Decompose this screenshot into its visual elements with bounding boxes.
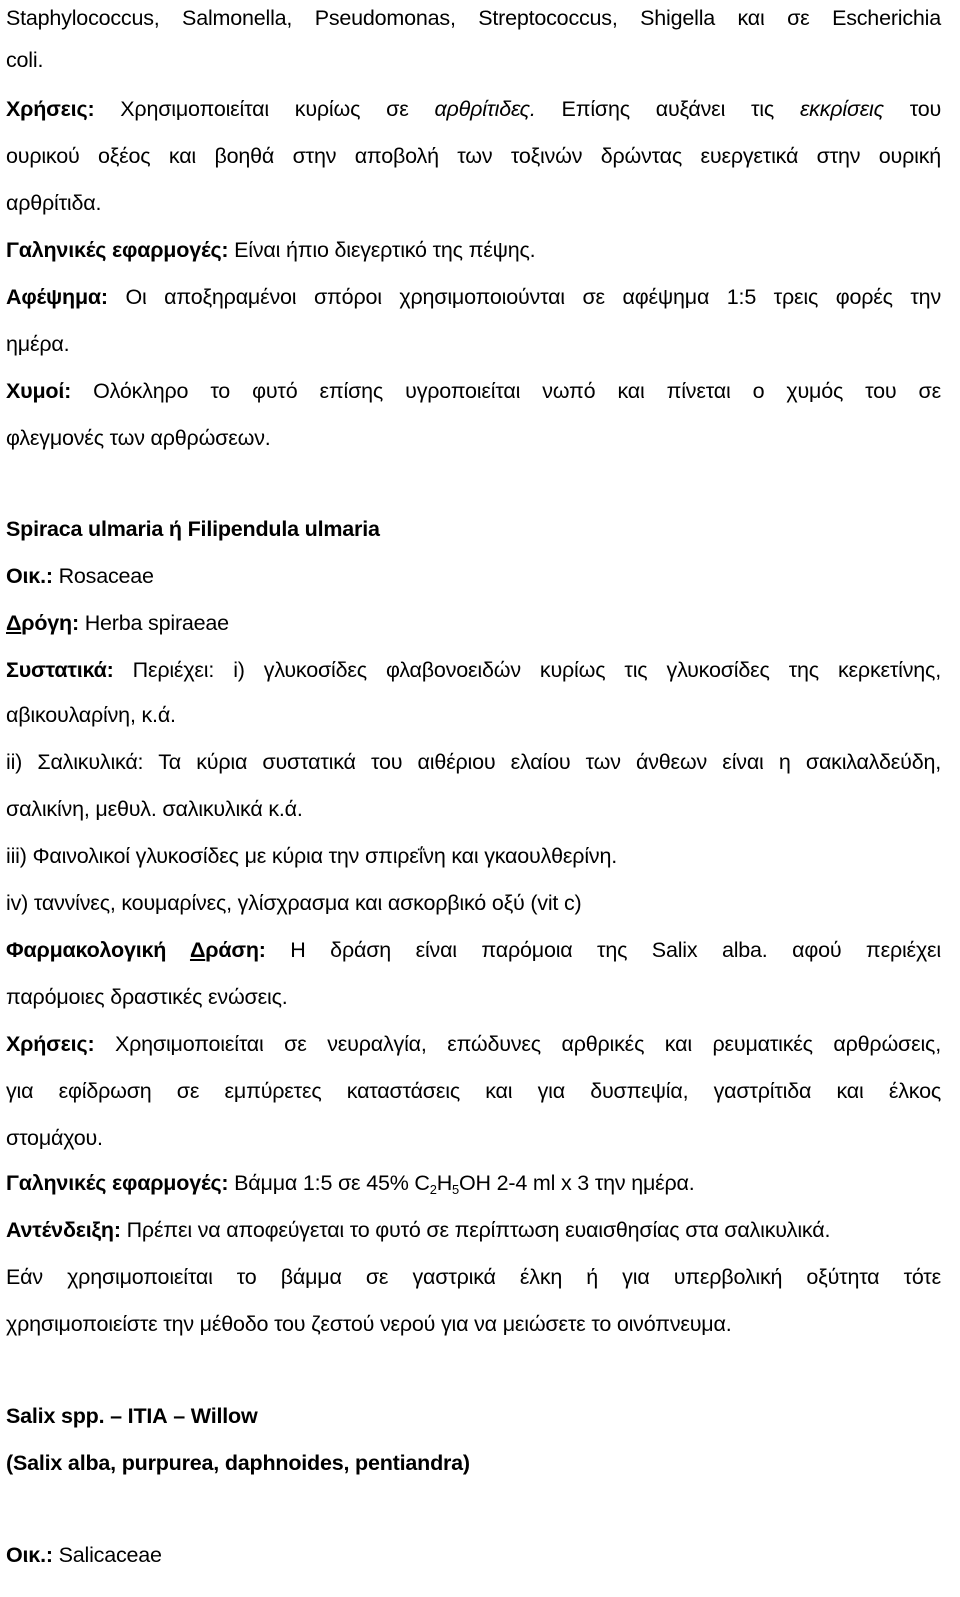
text: αβικουλαρίνη, κ.ά. bbox=[6, 703, 176, 727]
section-label: Φαρμακολογική bbox=[6, 938, 190, 962]
text: σαλικίνη, μεθυλ. σαλικυλικά κ.ά. bbox=[6, 797, 303, 821]
text: ουρικού οξέος και βοηθά στην αποβολή των τοξινών δρώντας ευεργετικά στην ουρική bbox=[6, 144, 941, 168]
subscript: 2 bbox=[429, 1182, 437, 1197]
text: αρθρίτιδα. bbox=[6, 191, 102, 215]
text: Salicaceae bbox=[52, 1543, 162, 1567]
constituents-line bbox=[6, 655, 941, 685]
species-heading bbox=[6, 1401, 941, 1431]
family-line bbox=[6, 1540, 941, 1570]
heading-text: Salix spp. – ΙΤΙΑ – Willow bbox=[6, 1404, 258, 1428]
text: H bbox=[436, 1171, 453, 1195]
text: Herba spiraeae bbox=[78, 611, 229, 635]
text: για εφίδρωση σε εμπύρετες καταστάσεις και για δυσπεψία, γαστρίτιδα και έλκος bbox=[6, 1079, 941, 1103]
italic-term: αρθρίτιδες. bbox=[434, 97, 536, 121]
text: Πρέπει να αποφεύγεται το φυτό σε περίπτωση ευαισθησίας στα σαλικυλικά. bbox=[120, 1218, 831, 1242]
drug-line bbox=[6, 608, 941, 638]
text: χρησιμοποιείστε την μέθοδο του ζεστού νερού για να μειώσετε το οινόπνευμα. bbox=[6, 1312, 732, 1336]
section-label: ράση: bbox=[205, 938, 266, 962]
paragraph-line bbox=[6, 1076, 941, 1106]
text: iii) Φαινολικοί γλυκοσίδες με κύρια την σπιρεΐνη και γκαουλθερίνη. bbox=[6, 844, 617, 868]
paragraph-line bbox=[6, 747, 941, 777]
paragraph-line bbox=[6, 1123, 941, 1153]
paragraph-line bbox=[6, 1309, 941, 1339]
paragraph-line bbox=[6, 700, 941, 730]
paragraph-line bbox=[6, 1262, 941, 1292]
section-label: Συστατικά: bbox=[6, 658, 114, 682]
paragraph-line bbox=[6, 423, 941, 453]
section-label: Οικ.: bbox=[6, 564, 53, 588]
section-label: Γαληνικές εφαρμογές: bbox=[6, 238, 229, 262]
text: στομάχου. bbox=[6, 1126, 103, 1150]
text: Χρησιμοποιείται κυρίως σε bbox=[94, 97, 435, 121]
section-label: Δ bbox=[6, 611, 22, 635]
section-label: ρόγη: bbox=[21, 611, 79, 635]
paragraph-line bbox=[6, 45, 941, 75]
text: Χρησιμοποιείται σε νευραλγία, επώδυνες αρθρικές και ρευματικές αρθρώσεις, bbox=[94, 1032, 941, 1056]
text: παρόμοιες δραστικές ενώσεις. bbox=[6, 985, 288, 1009]
text: Περιέχει: i) γλυκοσίδες φλαβονοειδών κυρίως τις γλυκοσίδες της κερκετίνης, bbox=[113, 658, 941, 682]
text: ii) Σαλικυλικά: Τα κύρια συστατικά του αιθέριου ελαίου των άνθεων είναι η σακιλαλδεύδη, bbox=[6, 750, 941, 774]
juices-line bbox=[6, 376, 941, 406]
paragraph-line bbox=[6, 794, 941, 824]
text: OH 2-4 ml x 3 την ημέρα. bbox=[459, 1171, 695, 1195]
section-label: Δ bbox=[189, 938, 206, 962]
heading-text: Spiraca ulmaria ή Filipendula ulmaria bbox=[6, 517, 380, 541]
paragraph-line bbox=[6, 888, 941, 918]
pharmacology-line bbox=[6, 935, 941, 965]
section-label: Χρήσεις: bbox=[6, 1032, 95, 1056]
italic-term: εκκρίσεις bbox=[799, 97, 884, 121]
text: Ολόκληρο το φυτό επίσης υγροποιείται νωπό και πίνεται ο χυμός του σε bbox=[71, 379, 941, 403]
paragraph-line bbox=[6, 188, 941, 218]
text: Εάν χρησιμοποιείται το βάμμα σε γαστρικά έλκη ή για υπερβολική οξύτητα τότε bbox=[6, 1265, 941, 1289]
section-label: Γαληνικές εφαρμογές: bbox=[6, 1171, 229, 1195]
text: Rosaceae bbox=[52, 564, 154, 588]
text: Οι αποξηραμένοι σπόροι χρησιμοποιούνται σε αφέψημα 1:5 τρεις φορές την bbox=[107, 285, 941, 309]
paragraph-line bbox=[6, 982, 941, 1012]
uses-line bbox=[6, 1029, 941, 1059]
paragraph-line bbox=[6, 841, 941, 871]
text: Βάμμα 1:5 σε 45% C bbox=[228, 1171, 430, 1195]
contraindication-line bbox=[6, 1215, 941, 1245]
section-label: Αφέψημα: bbox=[6, 285, 108, 309]
species-heading bbox=[6, 514, 941, 544]
species-subheading bbox=[6, 1448, 941, 1478]
paragraph-line bbox=[6, 141, 941, 171]
uses-line bbox=[6, 94, 941, 124]
paragraph-line bbox=[6, 3, 941, 33]
heading-text: (Salix alba, purpurea, daphnoides, pentiandra) bbox=[6, 1451, 470, 1475]
section-label: Χρήσεις: bbox=[6, 97, 95, 121]
text: ημέρα. bbox=[6, 332, 70, 356]
text: φλεγμονές των αρθρώσεων. bbox=[6, 426, 271, 450]
section-label: Οικ.: bbox=[6, 1543, 53, 1567]
galenic-line bbox=[6, 235, 941, 265]
paragraph-line bbox=[6, 329, 941, 359]
text: coli. bbox=[6, 48, 44, 72]
section-label: Χυμοί: bbox=[6, 379, 72, 403]
text: Είναι ήπιο διεγερτικό της πέψης. bbox=[228, 238, 536, 262]
section-label: Αντένδειξη: bbox=[6, 1218, 121, 1242]
family-line bbox=[6, 561, 941, 591]
text: iv) ταννίνες, κουμαρίνες, γλίσχρασμα και ασκορβικό οξύ (vit c) bbox=[6, 891, 582, 915]
text: Staphylococcus, Salmonella, Pseudomonas, Streptococcus, Shigella και σε Escherichia bbox=[6, 6, 941, 30]
text: Επίσης αυξάνει τις bbox=[535, 97, 800, 121]
decoction-line bbox=[6, 282, 941, 312]
text: του bbox=[883, 97, 942, 121]
subscript: 5 bbox=[452, 1182, 460, 1197]
text: Η δράση είναι παρόμοια της Salix alba. αφού περιέχει bbox=[265, 938, 941, 962]
galenic-line bbox=[6, 1168, 941, 1201]
